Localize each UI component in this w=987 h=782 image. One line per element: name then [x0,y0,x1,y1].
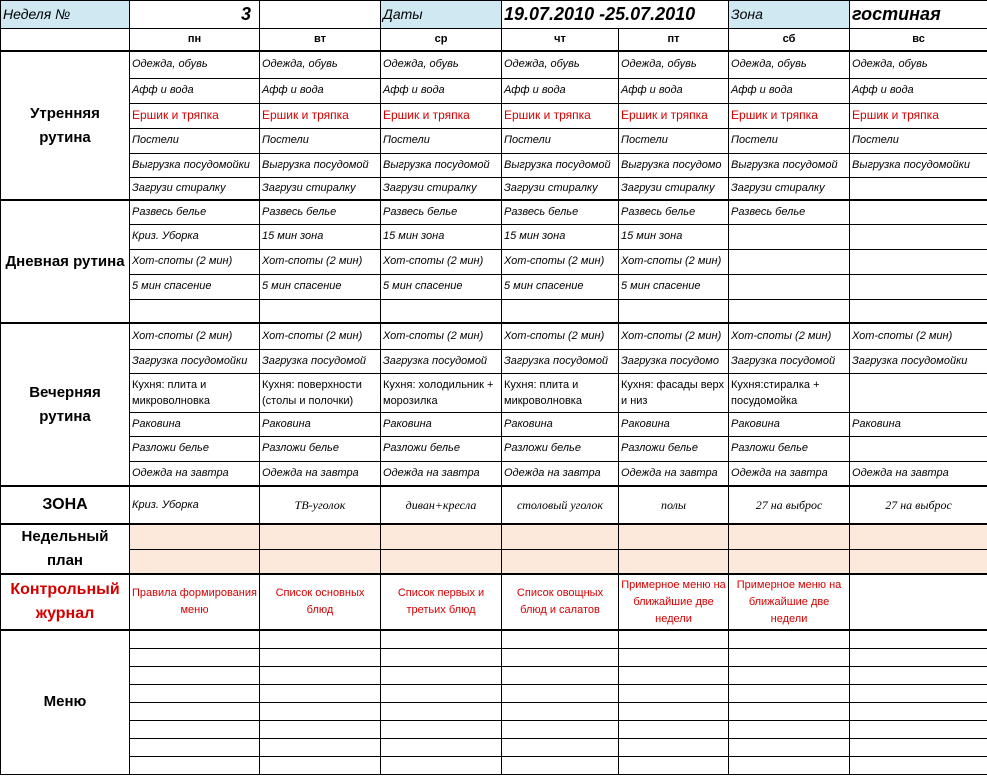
corner-cell [1,29,130,52]
task-cell[interactable]: 5 мин спасение [619,274,729,299]
task-cell[interactable]: Хот-споты (2 мин) [381,249,502,274]
dates-label: Даты [381,1,502,29]
task-cell[interactable]: Раковина [260,412,381,436]
task-cell[interactable]: Раковина [502,412,619,436]
task-cell[interactable]: Ершик и тряпка [619,103,729,128]
task-cell[interactable]: 5 мин спасение [381,274,502,299]
menu-cell[interactable] [729,648,850,666]
menu-cell[interactable] [850,756,987,774]
menu-cell[interactable] [381,684,502,702]
journal-link[interactable]: Правила формирования меню [130,574,260,630]
evening-rows-row [1,461,987,486]
task-cell[interactable]: Одежда на завтра [130,461,260,486]
menu-cell[interactable] [619,702,729,720]
week-label: Неделя № [1,1,130,29]
menu-cell[interactable] [260,738,381,756]
menu-cell[interactable] [260,630,381,648]
task-cell[interactable]: Развесь белье [619,200,729,224]
task-cell[interactable] [381,299,502,323]
plan-cell[interactable] [729,549,850,574]
plan-cell[interactable] [381,524,502,549]
menu-row [1,720,987,738]
zone-cell[interactable]: столовый уголок [502,486,619,524]
day-rows-row [1,224,987,249]
task-cell[interactable]: Развесь белье [729,200,850,224]
day-header: вс [850,29,987,52]
task-cell[interactable]: Выгрузка посудомо [619,153,729,177]
menu-cell[interactable] [850,684,987,702]
evening-rows-row [1,373,987,412]
section-label-zone: ЗОНА [1,486,130,524]
zone-cell[interactable]: диван+кресла [381,486,502,524]
menu-row [1,756,987,774]
task-cell[interactable]: Одежда, обувь [729,51,850,78]
menu-row [1,702,987,720]
task-cell[interactable] [850,436,987,461]
menu-cell[interactable] [850,702,987,720]
task-cell[interactable]: Разложи белье [130,436,260,461]
task-cell[interactable]: Афф и вода [260,78,381,103]
task-cell[interactable] [729,274,850,299]
dates-value[interactable]: 19.07.2010 -25.07.2010 [502,1,729,29]
section-label-weekly-plan: Недельный план [1,524,130,574]
section-label-menu: Меню [1,630,130,774]
task-cell[interactable]: Ершик и тряпка [381,103,502,128]
task-cell[interactable]: Развесь белье [260,200,381,224]
task-cell[interactable]: Загрузи стиралку [260,177,381,200]
task-cell[interactable]: Одежда, обувь [130,51,260,78]
menu-cell[interactable] [130,666,260,684]
menu-cell[interactable] [619,648,729,666]
menu-cell[interactable] [130,648,260,666]
task-cell[interactable]: Ершик и тряпка [850,103,987,128]
header-row [1,1,987,29]
journal-link[interactable]: Примерное меню на ближайшие две недели [619,574,729,630]
menu-cell[interactable] [381,756,502,774]
zone-value[interactable]: гостиная [850,1,987,29]
days-row [1,29,987,52]
task-cell[interactable]: Загрузка посудомойки [130,349,260,373]
plan-cell[interactable] [260,524,381,549]
menu-cell[interactable] [619,756,729,774]
task-cell[interactable]: Выгрузка посудомой [381,153,502,177]
task-cell[interactable] [729,224,850,249]
menu-row [1,630,987,648]
menu-cell[interactable] [381,630,502,648]
task-cell[interactable] [130,299,260,323]
menu-cell[interactable] [729,630,850,648]
journal-link[interactable]: Список первых и третьих блюд [381,574,502,630]
plan-cell[interactable] [502,524,619,549]
task-cell[interactable]: Кухня: поверхности (столы и полочки) [260,373,381,412]
task-cell[interactable]: Постели [260,128,381,153]
task-cell[interactable]: Загрузка посудомойки [850,349,987,373]
journal-link[interactable] [850,574,987,630]
menu-cell[interactable] [619,684,729,702]
morning-rows-row [1,78,987,103]
task-cell[interactable]: Раковина [850,412,987,436]
task-cell[interactable]: Одежда на завтра [729,461,850,486]
task-cell[interactable]: Одежда на завтра [381,461,502,486]
task-cell[interactable]: Выгрузка посудомой [729,153,850,177]
menu-cell[interactable] [502,756,619,774]
day-rows-row [1,299,987,323]
evening-rows-row [1,349,987,373]
task-cell[interactable]: Хот-споты (2 мин) [502,249,619,274]
task-cell[interactable]: Одежда на завтра [260,461,381,486]
menu-cell[interactable] [850,666,987,684]
task-cell[interactable]: Одежда, обувь [260,51,381,78]
evening-rows-row [1,436,987,461]
menu-cell[interactable] [729,666,850,684]
menu-cell[interactable] [130,720,260,738]
task-cell[interactable]: Одежда, обувь [850,51,987,78]
task-cell[interactable]: Постели [619,128,729,153]
task-cell[interactable] [850,299,987,323]
header-empty-cell[interactable] [260,1,381,29]
menu-cell[interactable] [729,738,850,756]
task-cell[interactable]: Кухня: холодильник + морозилка [381,373,502,412]
section-label-morning: Утренняя рутина [1,51,130,200]
zone-cell[interactable]: Криз. Уборка [130,486,260,524]
task-cell[interactable]: Постели [381,128,502,153]
plan-cell[interactable] [381,549,502,574]
plan-cell[interactable] [619,549,729,574]
task-cell[interactable]: Ершик и тряпка [130,103,260,128]
menu-cell[interactable] [729,684,850,702]
menu-cell[interactable] [260,684,381,702]
menu-cell[interactable] [729,702,850,720]
menu-cell[interactable] [502,666,619,684]
task-cell[interactable] [850,177,987,200]
task-cell[interactable]: Хот-споты (2 мин) [130,323,260,349]
menu-cell[interactable] [729,720,850,738]
menu-cell[interactable] [729,756,850,774]
task-cell[interactable]: Ершик и тряпка [260,103,381,128]
menu-cell[interactable] [619,738,729,756]
morning-rows-row [1,153,987,177]
task-cell[interactable] [619,299,729,323]
task-cell[interactable] [260,299,381,323]
task-cell[interactable]: Постели [850,128,987,153]
task-cell[interactable]: Загрузка посудомо [619,349,729,373]
task-cell[interactable]: Выгрузка посудомойки [850,153,987,177]
menu-cell[interactable] [381,720,502,738]
task-cell[interactable]: 5 мин спасение [502,274,619,299]
menu-cell[interactable] [850,630,987,648]
task-cell[interactable]: Развесь белье [381,200,502,224]
menu-cell[interactable] [381,648,502,666]
weekly-plan-row [1,524,987,549]
menu-row [1,684,987,702]
plan-cell[interactable] [850,549,987,574]
menu-cell[interactable] [850,720,987,738]
task-cell[interactable]: Кухня: плита и микроволновка [502,373,619,412]
task-cell[interactable]: Одежда на завтра [619,461,729,486]
task-cell[interactable]: Ершик и тряпка [502,103,619,128]
plan-cell[interactable] [850,524,987,549]
task-cell[interactable]: 15 мин зона [260,224,381,249]
morning-rows-row [1,128,987,153]
zone-label: Зона [729,1,850,29]
task-cell[interactable]: Афф и вода [381,78,502,103]
zone-cell[interactable]: 27 на выброс [850,486,987,524]
task-cell[interactable] [850,200,987,224]
task-cell[interactable]: Хот-споты (2 мин) [619,323,729,349]
week-number[interactable]: 3 [130,1,260,29]
evening-rows-row [1,412,987,436]
task-cell[interactable]: Раковина [619,412,729,436]
morning-rows-row [1,51,987,78]
day-header: вт [260,29,381,52]
menu-cell[interactable] [130,738,260,756]
section-label-day: Дневная рутина [1,200,130,323]
day-header: пн [130,29,260,52]
menu-cell[interactable] [502,702,619,720]
task-cell[interactable]: Ершик и тряпка [729,103,850,128]
menu-row [1,666,987,684]
task-cell[interactable] [729,249,850,274]
section-label-evening: Вечерняя рутина [1,323,130,486]
task-cell[interactable]: Хот-споты (2 мин) [260,323,381,349]
task-cell[interactable]: Одежда на завтра [850,461,987,486]
menu-cell[interactable] [381,702,502,720]
task-cell[interactable]: Загрузи стиралку [729,177,850,200]
task-cell[interactable]: Выгрузка посудомой [502,153,619,177]
task-cell[interactable]: 5 мин спасение [260,274,381,299]
task-cell[interactable]: 5 мин спасение [130,274,260,299]
task-cell[interactable]: Афф и вода [502,78,619,103]
task-cell[interactable]: Разложи белье [381,436,502,461]
task-cell[interactable] [850,249,987,274]
menu-cell[interactable] [381,738,502,756]
task-cell[interactable]: Одежда на завтра [502,461,619,486]
menu-cell[interactable] [381,666,502,684]
menu-row [1,648,987,666]
task-cell[interactable]: Загрузка посудомой [502,349,619,373]
task-cell[interactable]: Загрузи стиралку [381,177,502,200]
task-cell[interactable]: Хот-споты (2 мин) [729,323,850,349]
menu-cell[interactable] [850,738,987,756]
menu-cell[interactable] [260,756,381,774]
task-cell[interactable] [729,299,850,323]
task-cell[interactable]: Постели [729,128,850,153]
task-cell[interactable]: Разложи белье [619,436,729,461]
weekly-plan-row [1,549,987,574]
task-cell[interactable]: Кухня: плита и микроволновка [130,373,260,412]
day-header: пт [619,29,729,52]
task-cell[interactable]: Афф и вода [130,78,260,103]
day-rows-row [1,200,987,224]
task-cell[interactable]: Разложи белье [729,436,850,461]
task-cell[interactable]: Загрузка посудомой [729,349,850,373]
task-cell[interactable]: Загрузи стиралку [130,177,260,200]
task-cell[interactable]: Одежда, обувь [381,51,502,78]
task-cell[interactable]: Хот-споты (2 мин) [850,323,987,349]
menu-cell[interactable] [260,720,381,738]
journal-link[interactable]: Примерное меню на ближайшие две недели [729,574,850,630]
task-cell[interactable]: Загрузи стиралку [502,177,619,200]
task-cell[interactable]: Афф и вода [850,78,987,103]
task-cell[interactable]: Раковина [130,412,260,436]
task-cell[interactable]: Развесь белье [502,200,619,224]
plan-cell[interactable] [260,549,381,574]
task-cell[interactable]: 15 мин зона [619,224,729,249]
day-rows-row [1,249,987,274]
task-cell[interactable]: Постели [502,128,619,153]
task-cell[interactable]: Развесь белье [130,200,260,224]
task-cell[interactable]: Разложи белье [502,436,619,461]
morning-rows-row [1,103,987,128]
morning-rows-row [1,177,987,200]
day-rows-row [1,274,987,299]
task-cell[interactable]: Афф и вода [729,78,850,103]
plan-cell[interactable] [502,549,619,574]
task-cell[interactable]: Раковина [381,412,502,436]
task-cell[interactable] [850,274,987,299]
task-cell[interactable]: Хот-споты (2 мин) [502,323,619,349]
menu-cell[interactable] [130,756,260,774]
task-cell[interactable]: Постели [130,128,260,153]
task-cell[interactable]: Одежда, обувь [619,51,729,78]
zone-row [1,486,987,524]
journal-row [1,574,987,630]
plan-cell[interactable] [729,524,850,549]
task-cell[interactable] [850,224,987,249]
task-cell[interactable]: Криз. Уборка [130,224,260,249]
menu-cell[interactable] [502,738,619,756]
zone-cell[interactable]: ТВ-уголок [260,486,381,524]
menu-cell[interactable] [260,648,381,666]
menu-row [1,738,987,756]
menu-cell[interactable] [502,648,619,666]
zone-cell[interactable]: полы [619,486,729,524]
plan-cell[interactable] [130,549,260,574]
task-cell[interactable]: Загрузка посудомой [381,349,502,373]
day-header: сб [729,29,850,52]
plan-cell[interactable] [130,524,260,549]
task-cell[interactable] [502,299,619,323]
task-cell[interactable]: Загрузка посудомой [260,349,381,373]
task-cell[interactable]: Загрузи стиралку [619,177,729,200]
menu-cell[interactable] [502,720,619,738]
task-cell[interactable]: Хот-споты (2 мин) [619,249,729,274]
evening-rows-row [1,323,987,349]
day-header: ср [381,29,502,52]
menu-cell[interactable] [850,648,987,666]
section-label-journal: Контрольный журнал [1,574,130,630]
menu-cell[interactable] [502,684,619,702]
journal-link[interactable]: Список основных блюд [260,574,381,630]
menu-cell[interactable] [260,666,381,684]
task-cell[interactable]: Афф и вода [619,78,729,103]
task-cell[interactable]: Хот-споты (2 мин) [260,249,381,274]
menu-cell[interactable] [130,702,260,720]
task-cell[interactable]: Выгрузка посудомойки [130,153,260,177]
menu-cell[interactable] [502,630,619,648]
menu-cell[interactable] [619,666,729,684]
zone-cell[interactable]: 27 на выброс [729,486,850,524]
task-cell[interactable] [850,373,987,412]
menu-cell[interactable] [130,630,260,648]
task-cell[interactable]: Кухня:стиралка + посудомойка [729,373,850,412]
task-cell[interactable]: Разложи белье [260,436,381,461]
task-cell[interactable]: Одежда, обувь [502,51,619,78]
task-cell[interactable]: Кухня: фасады верх и низ [619,373,729,412]
journal-link[interactable]: Список овощных блюд и салатов [502,574,619,630]
task-cell[interactable]: Хот-споты (2 мин) [381,323,502,349]
task-cell[interactable]: Хот-споты (2 мин) [130,249,260,274]
menu-cell[interactable] [619,630,729,648]
menu-cell[interactable] [130,684,260,702]
day-header: чт [502,29,619,52]
menu-cell[interactable] [260,702,381,720]
plan-cell[interactable] [619,524,729,549]
menu-cell[interactable] [619,720,729,738]
task-cell[interactable]: Выгрузка посудомой [260,153,381,177]
task-cell[interactable]: Раковина [729,412,850,436]
task-cell[interactable]: 15 мин зона [502,224,619,249]
task-cell[interactable]: 15 мин зона [381,224,502,249]
